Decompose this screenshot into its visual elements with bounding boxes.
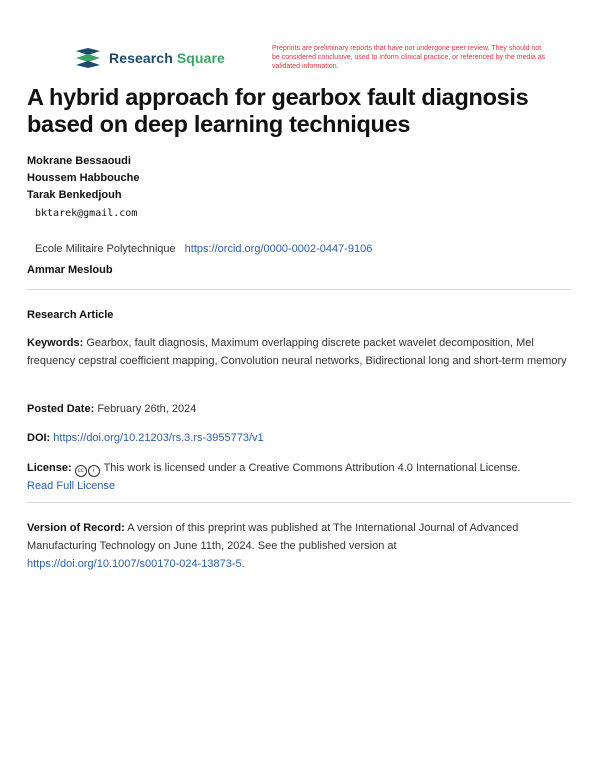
version-of-record [27,519,572,573]
doi [27,429,572,447]
brand-name [109,50,225,66]
creative-commons-icon: cc [75,465,87,477]
preprint-disclaimer: Preprints are preliminary reports that have not undergone peer review. They should not be considered conclusive, used to inform clinical practice, or referenced by the media as validated information. [272,45,546,70]
brand-name-accent: Square [176,50,225,66]
orcid-link[interactable]: https://orcid.org/0000-0002-0447-9106 [184,243,373,255]
posted-date [27,400,572,418]
keywords-text: Gearbox, fault diagnosis, Maximum overlapping discrete packet wavelet decomposition, Mel frequency cepstral coefficient mapping, Convolution neural networks, Bidirectional long and short-term memory [27,337,567,367]
version-of-record-label: Version of Record: [27,522,125,534]
doi-link[interactable]: https://doi.org/10.21203/rs.3.rs-3955773/v1 [53,432,264,444]
read-full-license-link[interactable]: Read Full License [27,480,116,492]
article-type-label: Research Article [27,309,114,321]
paper-title: A hybrid approach for gearbox fault diagnosis based on deep learning techniques [27,84,529,137]
research-square-logo[interactable] [74,47,225,69]
author-name: Ammar Mesloub [27,264,113,276]
keywords-label: Keywords: [27,337,84,349]
article-type [27,306,572,324]
license [27,459,572,495]
author-name: Mokrane Bessaoudi [27,155,131,167]
license-text: This work is licensed under a Creative Commons Attribution 4.0 International License. [103,462,521,474]
keywords [27,334,572,370]
posted-date-label: Posted Date: [27,403,95,415]
research-square-logo-icon [74,47,102,69]
author-name: Houssem Habbouche [27,172,140,184]
posted-date-value: February 26th, 2024 [97,403,197,415]
affiliation-institution: Ecole Militaire Polytechnique [35,243,176,255]
affiliation [35,243,372,255]
author-email: bktarek@gmail.com [35,208,138,219]
published-version-link[interactable]: https://doi.org/10.1007/s00170-024-13873-5. [27,558,245,570]
brand-name-primary: Research [109,50,173,66]
license-label: License: [27,462,72,474]
section-divider [27,502,572,503]
section-divider [27,289,572,290]
attribution-icon: i [88,465,100,477]
version-of-record-text: A version of this preprint was published at The International Journal of Advanced Manufacturing Technology on June 11th, 2024. See the published version at [27,522,519,552]
doi-label: DOI: [27,432,51,444]
author-name: Tarak Benkedjouh [27,189,122,201]
